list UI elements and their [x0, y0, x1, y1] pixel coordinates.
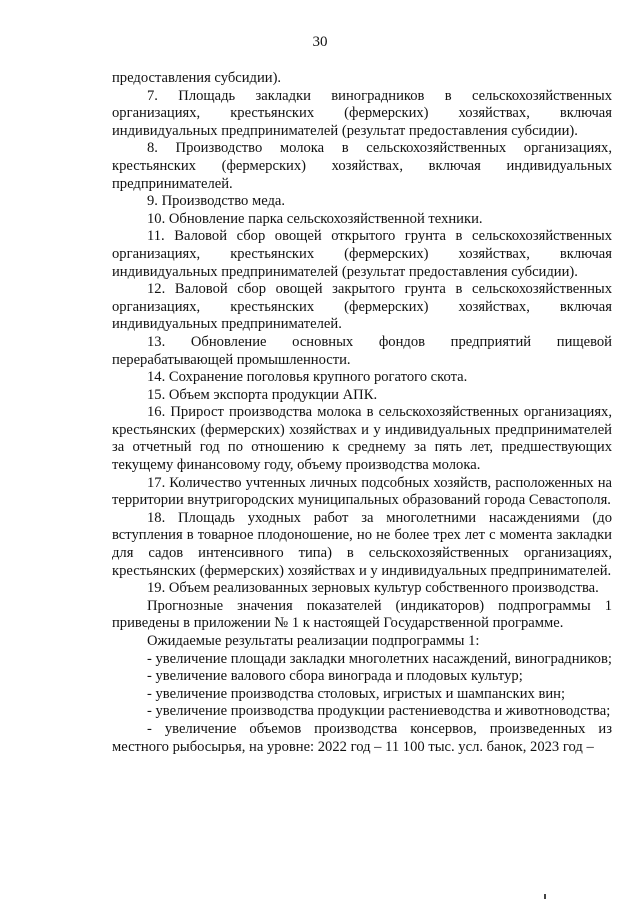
document-body — [112, 70, 612, 756]
list-item-19: 19. Объем реализованных зерновых культур собственного производства. — [147, 580, 599, 597]
result-item: - увеличение производства продукции растениеводства и животноводства; — [147, 703, 611, 720]
expected-results-heading: Ожидаемые результаты реализации подпрограммы 1: — [147, 633, 480, 649]
list-item-10: 10. Обновление парка сельскохозяйственной техники. — [147, 210, 483, 227]
list-item-18: 18. Площадь уходных работ за многолетними насаждениями (до вступления в товарное плодоношение, но не более трех лет с момента закладки для садов интенсивного типа) в сельскохозяйственных организациях, крестьянских (фермерских) хозяйствах и у индивидуальных предпринимателей. — [112, 509, 612, 579]
list-item-15: 15. Объем экспорта продукции АПК. — [147, 386, 378, 403]
list-item-8: 8. Производство молока в сельскохозяйственных организациях, крестьянских (фермерских) хозяйствах, включая индивидуальных предпринимателей. — [112, 140, 612, 192]
result-item: - увеличение валового сбора винограда и плодовых культур; — [147, 668, 523, 685]
list-item-7: 7. Площадь закладки виноградников в сельскохозяйственных организациях, крестьянских (фермерских) хозяйствах, включая индивидуальных предпринимателей (результат предоставления субсидии). — [112, 87, 612, 139]
page-number: 30 — [312, 34, 328, 50]
list-item-9: 9. Производство меда. — [147, 193, 286, 210]
list-item-14: 14. Сохранение поголовья крупного рогатого скота. — [147, 369, 468, 386]
forecast-paragraph: Прогнозные значения показателей (индикаторов) подпрограммы 1 приведены в приложении № 1 к настоящей Государственной программе. — [112, 597, 612, 632]
list-item-17: 17. Количество учтенных личных подсобных хозяйств, расположенных на территории внутригородских муниципальных образований города Севастополя. — [112, 474, 612, 509]
paragraph-continuation: предоставления субсидии). — [112, 70, 282, 86]
list-item-11: 11. Валовой сбор овощей открытого грунта в сельскохозяйственных организациях, крестьянских (фермерских) хозяйствах, включая индивидуальных предпринимателей (результат предоставления субсидии). — [112, 228, 612, 280]
scan-artifact — [544, 894, 546, 899]
result-item: - увеличение объемов производства консервов, произведенных из местного рыбосырья, на уровне: 2022 год – 11 100 тыс. усл. банок, 2023 год – — [112, 720, 612, 755]
result-item: - увеличение площади закладки многолетних насаждений, виноградников; — [147, 650, 612, 667]
result-item: - увеличение производства столовых, игристых и шампанских вин; — [147, 685, 566, 702]
list-item-12: 12. Валовой сбор овощей закрытого грунта в сельскохозяйственных организациях, крестьянских (фермерских) хозяйствах, включая индивидуальных предпринимателей. — [112, 281, 612, 333]
list-item-16: 16. Прирост производства молока в сельскохозяйственных организациях, крестьянских (фермерских) хозяйствах и у индивидуальных предпринимателей за отчетный год по отношению к среднему за пять лет, предшествующих текущему финансовому году, объему производства молока. — [112, 404, 612, 474]
list-item-13: 13. Обновление основных фондов предприятий пищевой перерабатывающей промышленности. — [112, 333, 612, 368]
